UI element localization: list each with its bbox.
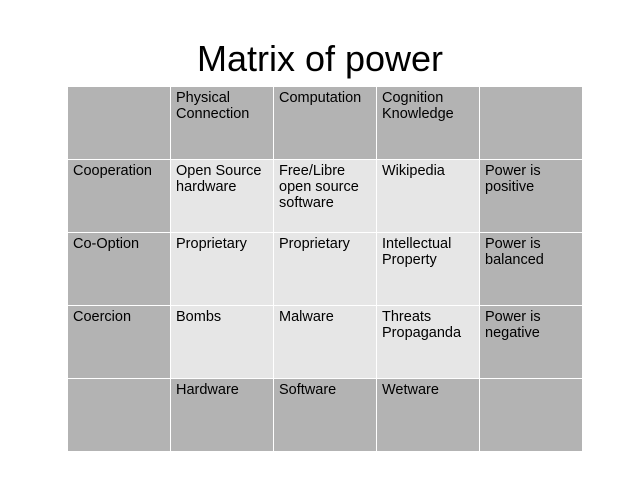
cell-coercion-physical: Bombs [171, 306, 274, 379]
power-matrix-table [67, 86, 583, 452]
cell-cooperation-power: Power is positive [480, 160, 583, 233]
cell-co-option-physical: Proprietary [171, 233, 274, 306]
footer-cell-empty-left [68, 379, 171, 452]
table-row-co-option [68, 233, 583, 306]
cell-coercion-power: Power is negative [480, 306, 583, 379]
footer-cell-software: Software [274, 379, 377, 452]
row-label-co-option: Co-Option [68, 233, 171, 306]
table-header-row [68, 87, 583, 160]
footer-cell-wetware: Wetware [377, 379, 480, 452]
table-row-coercion [68, 306, 583, 379]
cell-co-option-computation: Proprietary [274, 233, 377, 306]
cell-co-option-cognition: Intellectual Property [377, 233, 480, 306]
slide-title: Matrix of power [196, 38, 444, 79]
row-label-cooperation: Cooperation [68, 160, 171, 233]
cell-cooperation-cognition: Wikipedia [377, 160, 480, 233]
cell-cooperation-physical: Open Source hardware [171, 160, 274, 233]
header-cell-cognition-knowledge: Cognition Knowledge [377, 87, 480, 160]
table-footer-row [68, 379, 583, 452]
header-cell-empty-left [68, 87, 171, 160]
header-cell-empty-right [480, 87, 583, 160]
header-cell-physical-connection: Physical Connection [171, 87, 274, 160]
row-label-coercion: Coercion [68, 306, 171, 379]
footer-cell-hardware: Hardware [171, 379, 274, 452]
footer-cell-empty-right [480, 379, 583, 452]
cell-cooperation-computation: Free/Libre open source software [274, 160, 377, 233]
cell-coercion-cognition: Threats Propaganda [377, 306, 480, 379]
header-cell-computation: Computation [274, 87, 377, 160]
table-row-cooperation [68, 160, 583, 233]
cell-coercion-computation: Malware [274, 306, 377, 379]
cell-co-option-power: Power is balanced [480, 233, 583, 306]
